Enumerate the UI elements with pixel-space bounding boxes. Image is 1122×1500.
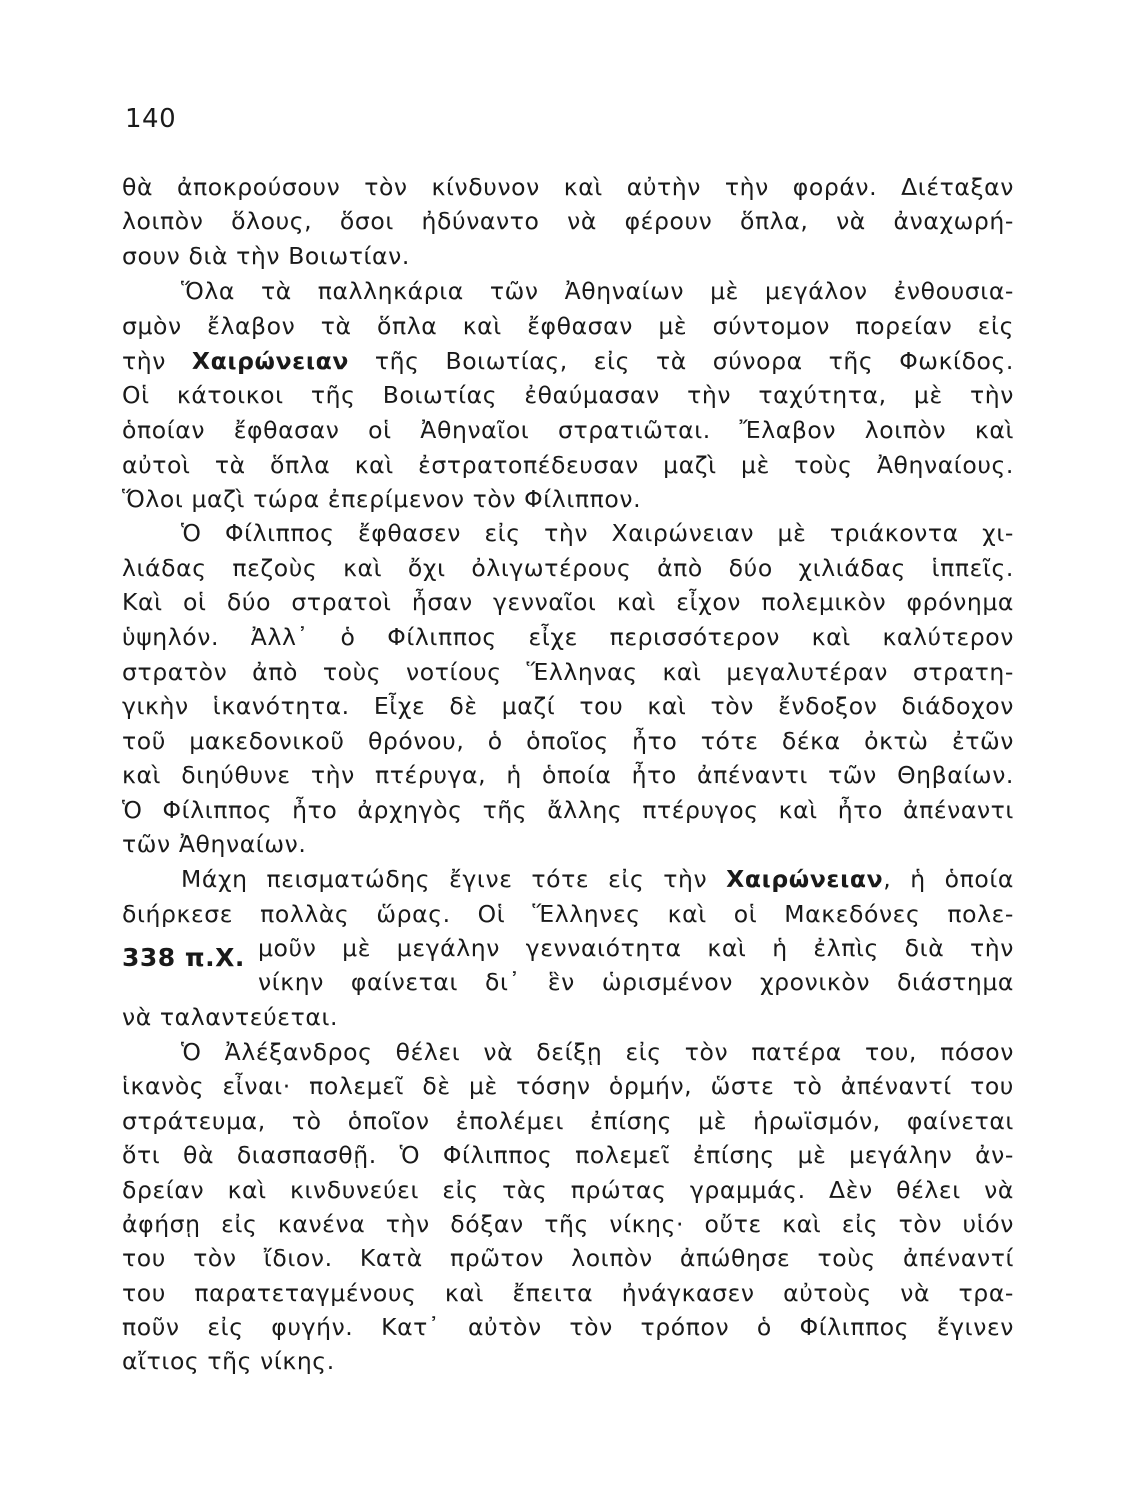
text-line: σμὸν ἔλαβον τὰ ὅπλα καὶ ἔφθασαν μὲ σύντομον πορείαν εἰς (122, 312, 1014, 340)
text-line: του παρατεταγμένους καὶ ἔπειτα ἠνάγκασεν αὐτοὺς νὰ τρα- (122, 1279, 1014, 1307)
text-segment: , ἡ ὁποία (883, 865, 1014, 893)
text-line: Οἱ κάτοικοι τῆς Βοιωτίας ἐθαύμασαν τὴν ταχύτητα, μὲ τὴν (122, 381, 1014, 409)
margin-date-note: 338 π.Χ. (122, 943, 245, 972)
page-number: 140 (125, 104, 177, 134)
text-line: στρατὸν ἀπὸ τοὺς νοτίους Ἕλληνας καὶ μεγαλυτέραν στρατη- (122, 658, 1014, 686)
bold-place-name: Χαιρώνειαν (191, 347, 349, 375)
text-line: ὅτι θὰ διασπασθῇ. Ὁ Φίλιππος πολεμεῖ ἐπίσης μὲ μεγάλην ἀν- (122, 1141, 1014, 1169)
text-line: δρείαν καὶ κινδυνεύει εἰς τὰς πρώτας γραμμάς. Δὲν θέλει νὰ (122, 1176, 1014, 1204)
text-line: μοῦν μὲ μεγάλην γενναιότητα καὶ ἡ ἐλπὶς διὰ τὴν (258, 934, 1014, 962)
text-line: Ὁ Φίλιππος ἦτο ἀρχηγὸς τῆς ἄλλης πτέρυγος καὶ ἦτο ἀπέναντι (122, 796, 1014, 824)
text-line: γικὴν ἱκανότητα. Εἶχε δὲ μαζί του καὶ τὸν ἔνδοξον διάδοχον (122, 692, 1014, 720)
text-line: λοιπὸν ὅλους, ὅσοι ἠδύναντο νὰ φέρουν ὅπλα, νὰ ἀναχωρή- (122, 207, 1014, 235)
text-line (122, 344, 1014, 378)
bold-place-name: Χαιρώνειαν (726, 865, 884, 893)
text-line: ἱκανὸς εἶναι· πολεμεῖ δὲ μὲ τόσην ὁρμήν, ὥστε τὸ ἀπέναντί του (122, 1072, 1014, 1100)
text-segment: τῆς Βοιωτίας, εἰς τὰ σύνορα τῆς Φωκίδος. (348, 347, 1015, 375)
text-line: ἀφήσῃ εἰς κανένα τὴν δόξαν τῆς νίκης· οὔτε καὶ εἰς τὸν υἱόν (122, 1210, 1014, 1238)
text-line: νὰ ταλαντεύεται. (122, 1003, 339, 1031)
text-line: καὶ διηύθυνε τὴν πτέρυγα, ἡ ὁποία ἦτο ἀπέναντι τῶν Θηβαίων. (122, 761, 1014, 789)
text-line: αἴτιος τῆς νίκης. (122, 1347, 335, 1375)
text-line: ποῦν εἰς φυγήν. Κατ᾽ αὐτὸν τὸν τρόπον ὁ Φίλιππος ἔγινεν (122, 1313, 1014, 1341)
paragraph-first-line: Ὁ Ἀλέξανδρος θέλει νὰ δείξῃ εἰς τὸν πατέρα του, πόσον (181, 1038, 1014, 1066)
text-line: στράτευμα, τὸ ὁποῖον ἐπολέμει ἐπίσης μὲ ἡρωϊσμόν, φαίνεται (122, 1107, 1014, 1135)
text-line: αὐτοὶ τὰ ὅπλα καὶ ἐστρατοπέδευσαν μαζὶ μὲ τοὺς Ἀθηναίους. (122, 451, 1014, 479)
text-line: ὑψηλόν. Ἀλλ᾽ ὁ Φίλιππος εἶχε περισσότερον καὶ καλύτερον (122, 623, 1014, 651)
text-line: του τὸν ἴδιον. Κατὰ πρῶτον λοιπὸν ἀπώθησε τοὺς ἀπέναντί (122, 1244, 1014, 1272)
text-line: λιάδας πεζοὺς καὶ ὄχι ὀλιγωτέρους ἀπὸ δύο χιλιάδας ἱππεῖς. (122, 554, 1014, 582)
text-line: σουν διὰ τὴν Βοιωτίαν. (122, 242, 410, 270)
text-line: Ὅλοι μαζὶ τώρα ἐπερίμενον τὸν Φίλιππον. (122, 485, 642, 513)
paragraph-first-line (181, 862, 1014, 896)
text-line: τοῦ μακεδονικοῦ θρόνου, ὁ ὁποῖος ἦτο τότε δέκα ὀκτὼ ἐτῶν (122, 727, 1014, 755)
text-line: νίκην φαίνεται δι᾽ ἓν ὡρισμένον χρονικὸν διάστημα (258, 968, 1014, 996)
text-line: τῶν Ἀθηναίων. (122, 830, 307, 858)
text-segment: τὴν (122, 347, 192, 375)
text-line: διήρκεσε πολλὰς ὥρας. Οἱ Ἕλληνες καὶ οἱ Μακεδόνες πολε- (122, 900, 1014, 928)
paragraph-first-line: Ὁ Φίλιππος ἔφθασεν εἰς τὴν Χαιρώνειαν μὲ τριάκοντα χι- (181, 519, 1014, 547)
text-line: ὁποίαν ἔφθασαν οἱ Ἀθηναῖοι στρατιῶται. Ἔλαβον λοιπὸν καὶ (122, 416, 1014, 444)
text-line: θὰ ἀποκρούσουν τὸν κίνδυνον καὶ αὐτὴν τὴν φοράν. Διέταξαν (122, 173, 1014, 201)
paragraph-first-line: Ὅλα τὰ παλληκάρια τῶν Ἀθηναίων μὲ μεγάλον ἐνθουσια- (181, 277, 1014, 305)
text-line: Καὶ οἱ δύο στρατοὶ ἦσαν γενναῖοι καὶ εἶχον πολεμικὸν φρόνημα (122, 588, 1014, 616)
text-segment: Μάχη πεισματώδης ἔγινε τότε εἰς τὴν (181, 865, 727, 893)
